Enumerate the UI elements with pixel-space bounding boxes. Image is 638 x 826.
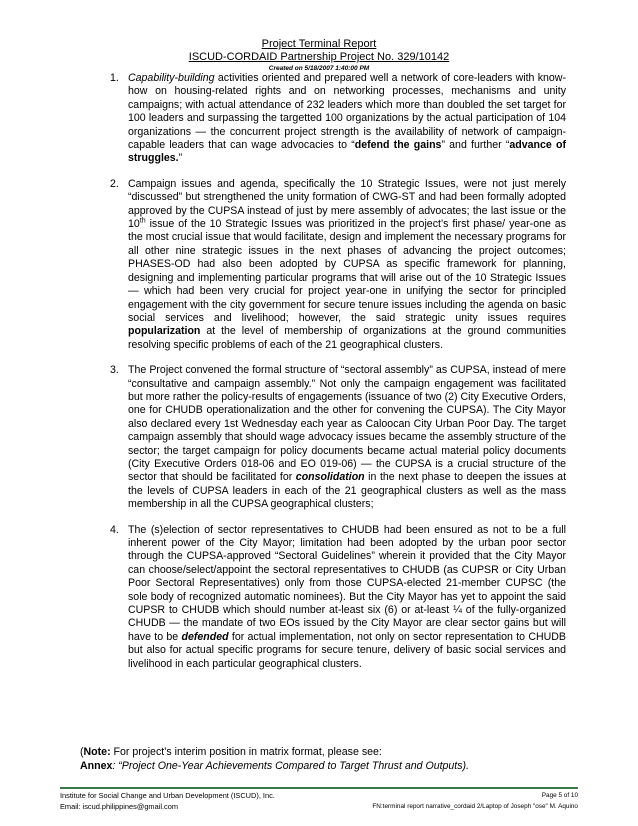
annex-text: : “Project One-Year Achievements Compared to Target Thrust and Outputs).: [112, 760, 470, 772]
achievements-list: [88, 72, 566, 683]
footer-org: Institute for Social Change and Urban Development (ISCUD), Inc.: [60, 791, 275, 800]
footer-email: Email: iscud.philippines@gmail.com: [60, 802, 178, 811]
note-block: [80, 745, 566, 773]
report-title: Project Terminal Report: [261, 38, 377, 50]
annex-label: Annex: [80, 760, 113, 772]
file-name: FN:terminal report narrative_cordaid 2/Laptop of Joseph "ose" M. Aquino: [372, 803, 578, 810]
item-emphasis: consolidation: [295, 471, 365, 484]
item-number: 2.: [110, 177, 119, 190]
item-emphasis: popularization: [128, 325, 201, 338]
footer-org-info: [60, 790, 275, 812]
item-emphasis: defended: [181, 630, 229, 643]
created-timestamp: Created on 5/18/2007 1:40:00 PM: [268, 65, 370, 72]
list-item: [88, 364, 566, 511]
item-text: at the level of membership of organizations at the ground communities resolving specific problems of each of the 21 geographical clusters.: [128, 325, 566, 351]
item-text: for actual implementation, not only on sector representation to CHUDB but also for actual specific programs for secure tenure, delivery of basic social services and livelihood in each particular geographical clusters.: [128, 630, 566, 670]
item-emphasis: advance of struggles.: [128, 139, 567, 165]
note-text: For project’s interim position in matrix format, please see:: [110, 746, 382, 758]
item-number: 3.: [110, 364, 119, 377]
item-text: The Project convened the formal structure of “sectoral assembly” as CUPSA, instead of mere “consultative and campaign assembly.” Not only the campaign engagement was facilitated but more rather the policy-results of engagements (issuance of two (2) City Executive Orders, one for CHUDB operationalization and the other for convening the CUPSA). The City Mayor also declared every 1st Wednesday each year as Caloocan City Urban Poor Day. The target campaign assembly that should wage advocacy issues became the assembly structure of the sector; the target campaign for policy documents became actual material policy documents (City Executive Orders 018-06 and EO 019-06) — the CUPSA is a crucial structure of the sector that should be facilitated for: [128, 364, 566, 484]
note-label: Note:: [83, 746, 111, 758]
item-text: Campaign issues and agenda, specifically the 10 Strategic Issues, were not just merely “discussed” but strengthened the unity formation of CWG-ST and had been formally adopted approved by the CUPSA instead of just by mere assembly of advocates; the last issue or the 10: [128, 177, 566, 231]
document-header: [0, 38, 638, 73]
item-text: in the next phase to deepen the issues at the levels of CUPSA leaders in each of the 21 geographical clusters as well as the mass membership in all the CUPSA geographical clusters;: [128, 471, 567, 511]
list-item: [88, 524, 566, 671]
annex-line: [80, 759, 566, 773]
item-emphasis: Capability-building: [128, 72, 215, 84]
item-text: ” and further “: [441, 139, 510, 152]
note-paren: (: [80, 746, 84, 758]
footer-divider: [60, 787, 578, 789]
item-emphasis: defend the gains: [354, 139, 442, 152]
item-number: 1.: [110, 72, 119, 84]
item-text: issue of the 10 Strategic Issues was prioritized in the project’s first phase/ year-one as the most crucial issue that would facilitate, design and implement the necessary programs for all other nine strategic issues in the next phases of advancing the project outcomes; PHASES-OD had also been adopted by CUPSA as specific framework for planning, designing and implementing particular programs that will arise out of the 10 Strategic Issues — which had been very crucial for project year-one in unifying the sector for principled engagement with the city government for secure tenure issues including the agenda on basic social services and livelihood; however, the said strategic unity issues requires: [128, 218, 566, 324]
footer-page-info: [372, 790, 578, 812]
list-item: [88, 72, 566, 166]
item-text: The (s)election of sector representatives to CHUDB had been ensured as not to be a full inherent power of the City Mayor; limitation had been adopted by the urban poor sector through the CUPSA-approved “Sectoral Guidelines” wherein it provided that the City Mayor can choose/select/appoint the sectoral representatives to CHUDB (as CUPSR or City Urban Poor Sectoral Representatives) only from those CUPSA-elected 21-member CUPSC (the sole body of recognized automatic nominees). But the City Mayor has yet to appoint the said CUPSR to CHUDB which should number at-least six (6) or at-least ¼ of the fully-organized CHUDB — the mandate of two EOs issued by the City Mayor are clear sector gains but will have to be: [128, 523, 566, 643]
note-line: [80, 745, 566, 759]
page-number: Page 5 of 10: [541, 792, 578, 799]
item-number: 4.: [110, 523, 119, 536]
superscript: th: [139, 217, 146, 225]
item-text: activities oriented and prepared well a network of core-leaders with know-how on housing-related rights and on networking processes, mechanisms and unity campaigns; with actual attendance of 232 leaders which more than doubled the set target for 100 leaders and surpassing the targetted 100 organizations by the actual participation of 104 organizations — the concurrent project strength is the availability of network of campaign-capable leaders that can wage advocacies to “: [128, 72, 566, 152]
list-item: [88, 178, 566, 352]
report-subtitle: ISCUD-CORDAID Partnership Project No. 329/10142: [188, 51, 450, 63]
item-text: ”: [178, 152, 183, 165]
